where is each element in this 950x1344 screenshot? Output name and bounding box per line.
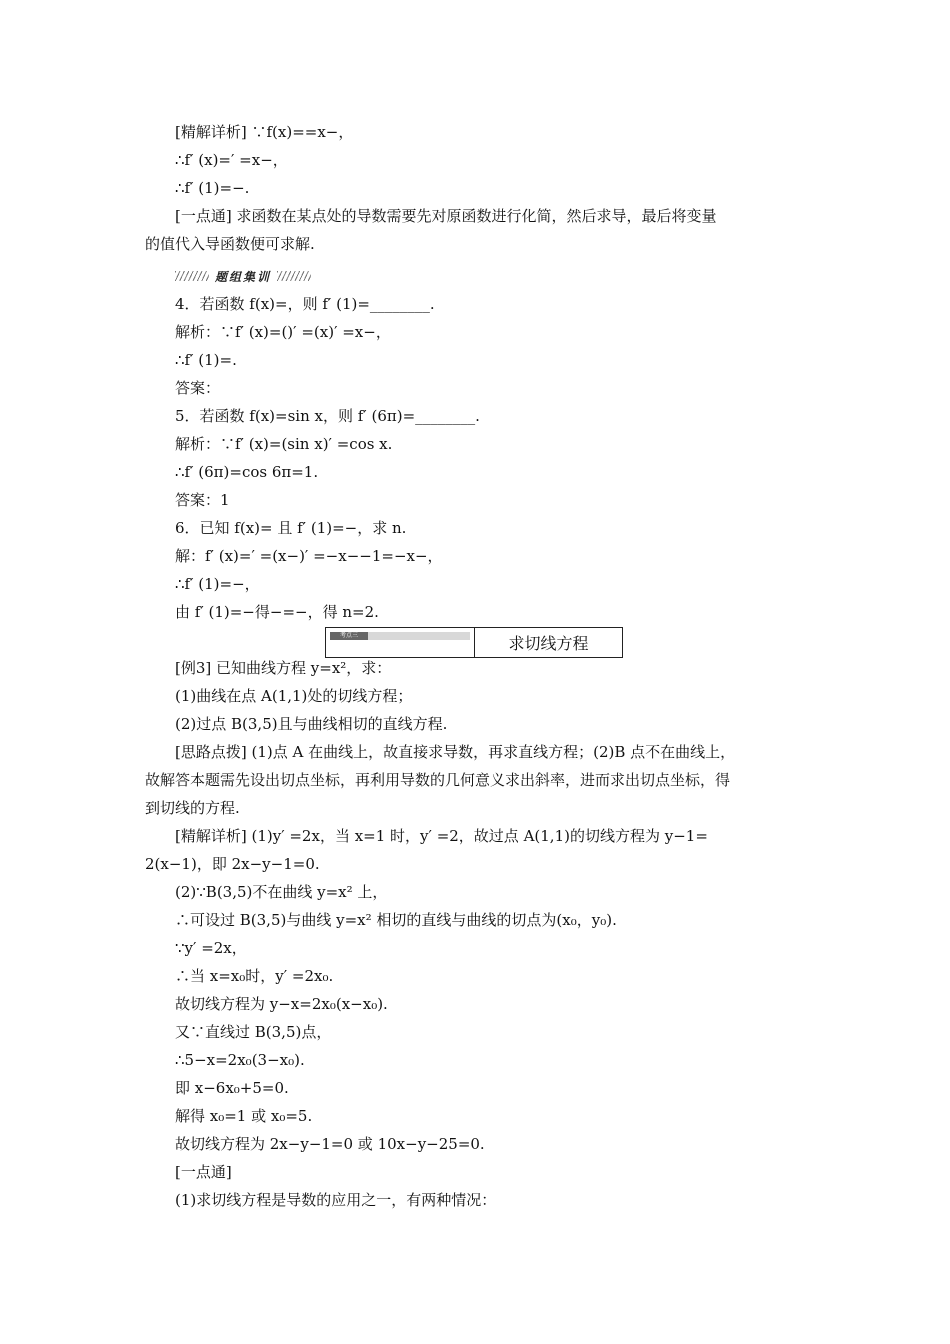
text-line: 解：f′ (x)=′ =(x−)′ =−x−−1=−x−， xyxy=(175,547,443,565)
topic-banner-left xyxy=(326,628,475,657)
text-line: 解析：∵f′ (x)=(sin x)′ =cos x. xyxy=(175,435,393,453)
text-line: 解析：∵f′ (x)=()′ =(x)′ =x−， xyxy=(175,323,391,341)
text-line: 解得 x₀=1 或 x₀=5. xyxy=(175,1107,313,1125)
text-line: 又∵直线过 B(3,5)点， xyxy=(175,1023,332,1041)
text-line: ∴f′ (x)=′ =x−， xyxy=(175,151,288,169)
text-line: 到切线的方程. xyxy=(145,799,240,817)
text-line: (2)过点 B(3,5)且与曲线相切的直线方程. xyxy=(175,715,448,733)
text-line: (1)曲线在点 A(1,1)处的切线方程； xyxy=(175,687,413,705)
text-line: 4．若函数 f(x)=，则 f′ (1)=________. xyxy=(175,295,435,313)
text-line: [一点通] xyxy=(175,1163,232,1181)
text-line: (1)求切线方程是导数的应用之一，有两种情况： xyxy=(175,1191,497,1209)
text-line: 6．已知 f(x)= 且 f′ (1)=−，求 n. xyxy=(175,519,407,537)
text-line: [精解详析] ∵f(x)==x−， xyxy=(175,123,354,141)
text-line: ∴f′ (6π)=cos 6π=1. xyxy=(175,463,319,481)
section-title: 题组集训 xyxy=(215,269,272,284)
text-line: ∴f′ (1)=. xyxy=(175,351,237,369)
text-line: 答案： xyxy=(175,379,221,397)
text-line: 故切线方程为 y−x=2x₀(x−x₀). xyxy=(175,995,388,1013)
hatch-decoration xyxy=(175,271,209,281)
hatch-decoration xyxy=(277,271,311,281)
text-line: 的值代入导函数便可求解. xyxy=(145,235,315,253)
text-line: 2(x−1)，即 2x−y−1=0. xyxy=(145,855,320,873)
text-line: [一点通] 求函数在某点处的导数需要先对原函数进行化简，然后求导，最后将变量 xyxy=(175,207,717,225)
text-line: ∴f′ (1)=−， xyxy=(175,575,260,593)
text-line: ∵y′ =2x， xyxy=(175,939,247,957)
topic-badge: 考点三 xyxy=(330,632,368,640)
topic-banner xyxy=(325,627,623,658)
text-line: ∴5−x=2x₀(3−x₀). xyxy=(175,1051,305,1069)
text-line: ∴可设过 B(3,5)与曲线 y=x² 相切的直线与曲线的切点为(x₀，y₀). xyxy=(175,911,617,929)
text-line: 即 x−6x₀+5=0. xyxy=(175,1079,289,1097)
text-line: 由 f′ (1)=−得−=−，得 n=2. xyxy=(175,603,379,621)
topic-title: 求切线方程 xyxy=(508,634,589,653)
text-line: [精解详析] (1)y′ =2x，当 x=1 时，y′ =2，故过点 A(1,1)的切线方程为 y−1= xyxy=(175,827,708,845)
section-header xyxy=(175,268,318,284)
text-line: 故切线方程为 2x−y−1=0 或 10x−y−25=0. xyxy=(175,1135,485,1153)
topic-bar xyxy=(368,632,470,640)
text-line: 故解答本题需先设出切点坐标，再利用导数的几何意义求出斜率，进而求出切点坐标，得 xyxy=(145,771,731,789)
text-line: ∴当 x=x₀时，y′ =2x₀. xyxy=(175,967,334,985)
text-line: 答案：1 xyxy=(175,491,230,509)
text-line: ∴f′ (1)=−. xyxy=(175,179,250,197)
text-line: [思路点拨] (1)点 A 在曲线上，故直接求导数，再求直线方程；(2)B 点不在曲线上， xyxy=(175,743,736,761)
text-line: (2)∵B(3,5)不在曲线 y=x² 上， xyxy=(175,883,388,901)
text-line: [例3] 已知曲线方程 y=x²，求： xyxy=(175,659,392,677)
text-line: 5．若函数 f(x)=sin x，则 f′ (6π)=________. xyxy=(175,407,480,425)
